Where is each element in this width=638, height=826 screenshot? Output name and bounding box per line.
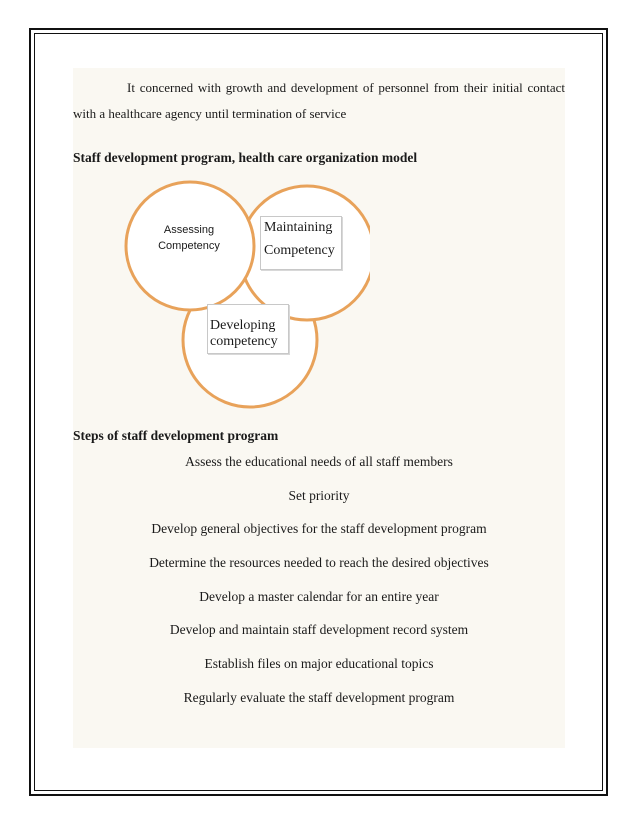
maintaining-label-1: Maintaining	[264, 220, 333, 235]
step-item: Assess the educational needs of all staff members	[185, 454, 453, 469]
step-item: Develop a master calendar for an entire year	[199, 588, 439, 604]
step-item: Set priority	[288, 487, 350, 503]
competency-diagram	[120, 180, 370, 415]
step-item: Develop general objectives for the staff development program	[151, 521, 487, 537]
steps-heading: Steps of staff development program	[73, 428, 279, 443]
step-item: Establish files on major educational topics	[204, 656, 434, 672]
step-item: Develop and maintain staff development record system	[169, 622, 469, 638]
steps-list	[73, 451, 565, 721]
model-heading: Staff development program, health care organization model	[73, 150, 418, 165]
step-item: Regularly evaluate the staff development program	[183, 689, 455, 705]
maintaining-label-2: Competency	[264, 243, 335, 258]
developing-label-1: Developing	[210, 318, 276, 333]
assessing-label: Assessing Competency	[158, 224, 220, 252]
step-item: Determine the resources needed to reach the desired objectives	[149, 555, 489, 571]
developing-label-2: competency	[210, 334, 278, 349]
intro-paragraph: It concerned with growth and development of personnel from their initial contact with a healthcare agency until termination of service	[73, 80, 565, 121]
